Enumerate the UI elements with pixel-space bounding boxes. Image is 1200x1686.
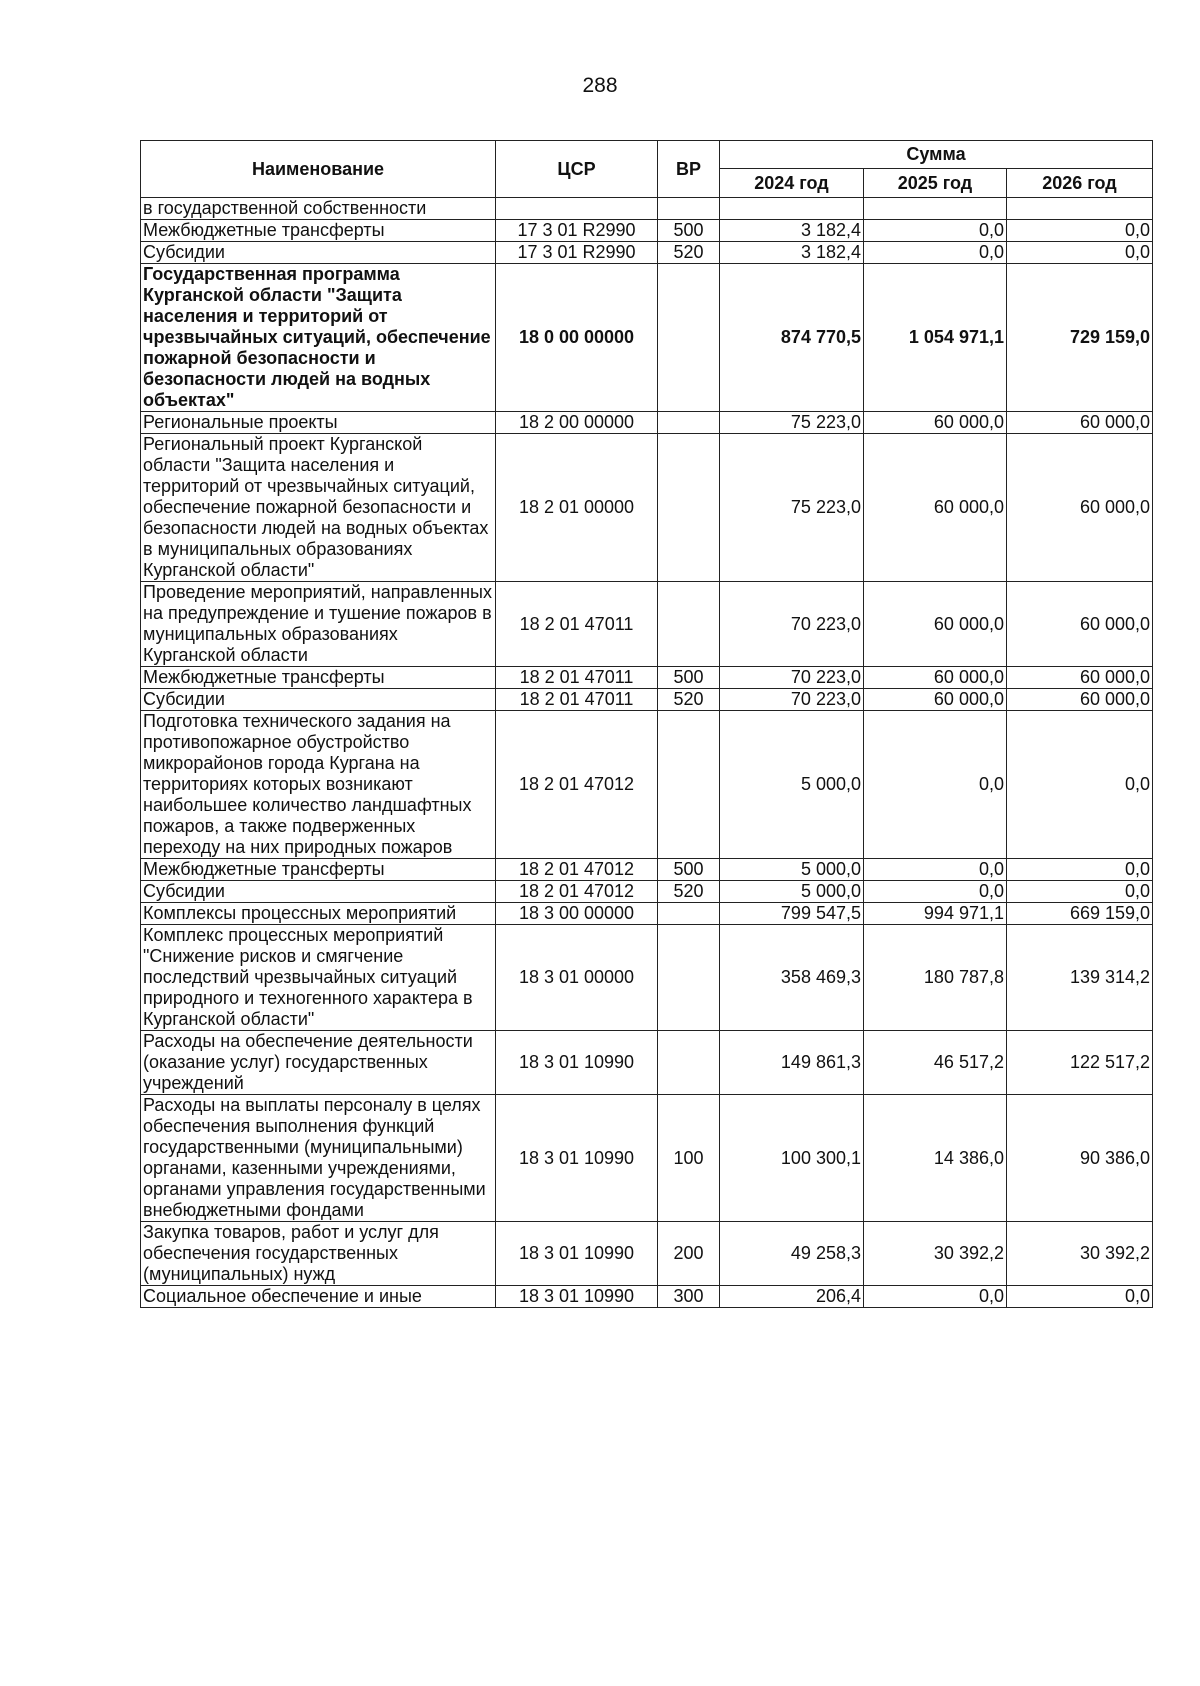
table-row [141, 667, 1153, 689]
row-2025-cell: 60 000,0 [864, 434, 1007, 582]
row-2024-cell: 100 300,1 [720, 1095, 864, 1222]
row-2026-cell: 0,0 [1007, 242, 1153, 264]
row-2025-cell: 994 971,1 [864, 903, 1007, 925]
row-csr-cell: 18 3 01 10990 [496, 1031, 658, 1095]
row-2025-cell: 30 392,2 [864, 1222, 1007, 1286]
row-vr-cell [658, 903, 720, 925]
row-vr-cell [658, 198, 720, 220]
row-csr-cell [496, 198, 658, 220]
row-name-cell: Комплекс процессных мероприятий "Снижение рисков и смягчение последствий чрезвычайных ситуаций природного и техногенного характера в Курганской области" [141, 925, 496, 1031]
row-2024-cell: 149 861,3 [720, 1031, 864, 1095]
row-2025-cell: 180 787,8 [864, 925, 1007, 1031]
row-2026-cell: 0,0 [1007, 220, 1153, 242]
header-2025: 2025 год [864, 169, 1007, 198]
row-name-cell: Расходы на обеспечение деятельности (оказание услуг) государственных учреждений [141, 1031, 496, 1095]
row-name-cell: Субсидии [141, 242, 496, 264]
row-2026-cell: 0,0 [1007, 881, 1153, 903]
row-2025-cell: 14 386,0 [864, 1095, 1007, 1222]
row-2026-cell: 0,0 [1007, 711, 1153, 859]
row-csr-cell: 18 2 01 47012 [496, 711, 658, 859]
row-2024-cell: 5 000,0 [720, 711, 864, 859]
table-row [141, 412, 1153, 434]
row-name-cell: Социальное обеспечение и иные [141, 1286, 496, 1308]
row-csr-cell: 18 2 01 47012 [496, 859, 658, 881]
row-name-cell: Расходы на выплаты персоналу в целях обеспечения выполнения функций государственными (муниципальными) органами, казенными учреждениями, органами управления государственными внебюджетными фондами [141, 1095, 496, 1222]
row-2026-cell: 729 159,0 [1007, 264, 1153, 412]
row-2025-cell: 46 517,2 [864, 1031, 1007, 1095]
table-body [141, 198, 1153, 1308]
row-csr-cell: 18 2 01 47011 [496, 582, 658, 667]
table-row [141, 711, 1153, 859]
row-vr-cell [658, 264, 720, 412]
row-csr-cell: 18 3 01 10990 [496, 1222, 658, 1286]
row-2024-cell: 70 223,0 [720, 582, 864, 667]
row-2025-cell: 0,0 [864, 1286, 1007, 1308]
row-name-cell: Региональный проект Курганской области "Защита населения и территорий от чрезвычайных ситуаций, обеспечение пожарной безопасности и безопасности людей на водных объектах в муниципальных образованиях Курганской области" [141, 434, 496, 582]
row-csr-cell: 18 2 01 47011 [496, 667, 658, 689]
row-2024-cell: 3 182,4 [720, 220, 864, 242]
header-2024: 2024 год [720, 169, 864, 198]
table-row [141, 689, 1153, 711]
row-csr-cell: 18 2 01 47011 [496, 689, 658, 711]
row-vr-cell: 300 [658, 1286, 720, 1308]
row-csr-cell: 18 3 01 00000 [496, 925, 658, 1031]
row-2024-cell: 70 223,0 [720, 689, 864, 711]
row-2026-cell: 60 000,0 [1007, 582, 1153, 667]
table-row [141, 582, 1153, 667]
table-row [141, 859, 1153, 881]
row-vr-cell [658, 412, 720, 434]
budget-table [140, 140, 1153, 1308]
row-vr-cell [658, 711, 720, 859]
row-name-cell: Подготовка технического задания на противопожарное обустройство микрорайонов города Кургана на территориях которых возникают наибольшее количество ландшафтных пожаров, а также подверженных переходу на них природных пожаров [141, 711, 496, 859]
table-row [141, 242, 1153, 264]
row-name-cell: Межбюджетные трансферты [141, 667, 496, 689]
row-name-cell: Региональные проекты [141, 412, 496, 434]
row-name-cell: Межбюджетные трансферты [141, 220, 496, 242]
row-2026-cell: 669 159,0 [1007, 903, 1153, 925]
row-2024-cell: 799 547,5 [720, 903, 864, 925]
row-csr-cell: 18 0 00 00000 [496, 264, 658, 412]
row-2024-cell: 5 000,0 [720, 859, 864, 881]
row-2024-cell: 75 223,0 [720, 434, 864, 582]
row-2024-cell: 75 223,0 [720, 412, 864, 434]
row-vr-cell: 500 [658, 220, 720, 242]
row-2025-cell: 60 000,0 [864, 412, 1007, 434]
header-sum: Сумма [720, 141, 1153, 169]
row-csr-cell: 18 3 01 10990 [496, 1286, 658, 1308]
row-csr-cell: 18 3 01 10990 [496, 1095, 658, 1222]
row-2024-cell [720, 198, 864, 220]
row-name-cell: Проведение мероприятий, направленных на предупреждение и тушение пожаров в муниципальных образованиях Курганской области [141, 582, 496, 667]
header-name: Наименование [141, 141, 496, 198]
row-2026-cell: 60 000,0 [1007, 667, 1153, 689]
row-2025-cell: 0,0 [864, 881, 1007, 903]
table-row [141, 434, 1153, 582]
row-2025-cell: 0,0 [864, 220, 1007, 242]
row-csr-cell: 17 3 01 R2990 [496, 242, 658, 264]
row-name-cell: Закупка товаров, работ и услуг для обеспечения государственных (муниципальных) нужд [141, 1222, 496, 1286]
row-name-cell: в государственной собственности [141, 198, 496, 220]
row-csr-cell: 17 3 01 R2990 [496, 220, 658, 242]
row-2025-cell: 60 000,0 [864, 667, 1007, 689]
row-2026-cell: 30 392,2 [1007, 1222, 1153, 1286]
table-row [141, 903, 1153, 925]
row-2026-cell: 122 517,2 [1007, 1031, 1153, 1095]
row-2026-cell: 60 000,0 [1007, 412, 1153, 434]
header-vr: ВР [658, 141, 720, 198]
table-row [141, 1095, 1153, 1222]
row-2026-cell: 0,0 [1007, 1286, 1153, 1308]
row-name-cell: Межбюджетные трансферты [141, 859, 496, 881]
table-row [141, 220, 1153, 242]
row-vr-cell: 520 [658, 689, 720, 711]
row-2025-cell [864, 198, 1007, 220]
table-row [141, 1286, 1153, 1308]
table-row [141, 198, 1153, 220]
row-csr-cell: 18 2 01 00000 [496, 434, 658, 582]
row-name-cell: Государственная программа Курганской области "Защита населения и территорий от чрезвычайных ситуаций, обеспечение пожарной безопасности и безопасности людей на водных объектах" [141, 264, 496, 412]
row-2026-cell: 90 386,0 [1007, 1095, 1153, 1222]
table-row [141, 1222, 1153, 1286]
row-2026-cell: 139 314,2 [1007, 925, 1153, 1031]
row-2026-cell: 0,0 [1007, 859, 1153, 881]
row-2026-cell: 60 000,0 [1007, 689, 1153, 711]
row-vr-cell: 520 [658, 242, 720, 264]
row-csr-cell: 18 3 00 00000 [496, 903, 658, 925]
row-2024-cell: 3 182,4 [720, 242, 864, 264]
row-name-cell: Субсидии [141, 881, 496, 903]
row-2025-cell: 0,0 [864, 242, 1007, 264]
table-row [141, 925, 1153, 1031]
row-csr-cell: 18 2 01 47012 [496, 881, 658, 903]
row-2026-cell [1007, 198, 1153, 220]
row-vr-cell: 500 [658, 667, 720, 689]
header-2026: 2026 год [1007, 169, 1153, 198]
table-row [141, 264, 1153, 412]
row-vr-cell: 200 [658, 1222, 720, 1286]
row-2025-cell: 0,0 [864, 859, 1007, 881]
row-2025-cell: 60 000,0 [864, 582, 1007, 667]
row-name-cell: Комплексы процессных мероприятий [141, 903, 496, 925]
row-2024-cell: 49 258,3 [720, 1222, 864, 1286]
row-2024-cell: 874 770,5 [720, 264, 864, 412]
row-vr-cell: 520 [658, 881, 720, 903]
row-vr-cell [658, 434, 720, 582]
row-vr-cell [658, 925, 720, 1031]
row-2025-cell: 1 054 971,1 [864, 264, 1007, 412]
row-vr-cell [658, 1031, 720, 1095]
row-vr-cell: 500 [658, 859, 720, 881]
row-2024-cell: 5 000,0 [720, 881, 864, 903]
table-row [141, 1031, 1153, 1095]
header-csr: ЦСР [496, 141, 658, 198]
row-vr-cell [658, 582, 720, 667]
page-number: 288 [582, 74, 618, 97]
row-vr-cell: 100 [658, 1095, 720, 1222]
table-row [141, 881, 1153, 903]
row-2024-cell: 206,4 [720, 1286, 864, 1308]
row-name-cell: Субсидии [141, 689, 496, 711]
row-2024-cell: 70 223,0 [720, 667, 864, 689]
row-2024-cell: 358 469,3 [720, 925, 864, 1031]
row-2026-cell: 60 000,0 [1007, 434, 1153, 582]
row-csr-cell: 18 2 00 00000 [496, 412, 658, 434]
row-2025-cell: 60 000,0 [864, 689, 1007, 711]
row-2025-cell: 0,0 [864, 711, 1007, 859]
